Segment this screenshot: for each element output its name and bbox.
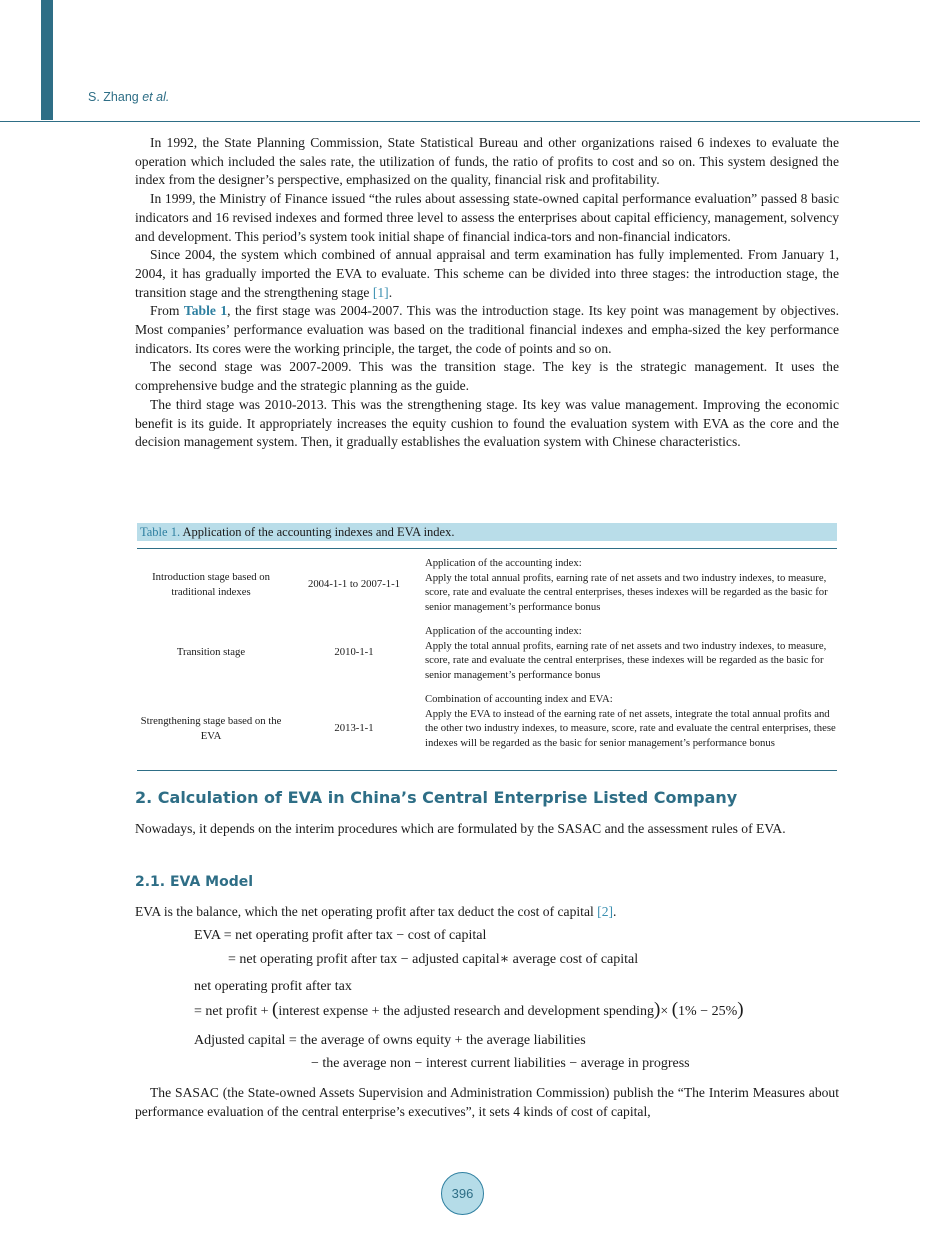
- citation-2[interactable]: [2]: [597, 904, 614, 919]
- table-cell-application-text: Apply the EVA to instead of the earning rate of net assets, integrate the total annual profits and the other two industry indexes, to measure, score, rate and evaluate the central enterprises, these indexes will be regarded as the basic for senior management’s performance bonus: [425, 707, 836, 749]
- table-cell-stage: Transition stage: [176, 646, 246, 658]
- equation-nopat-open-paren-2: (: [671, 999, 679, 1020]
- eva-definition: [135, 903, 839, 922]
- running-header: [88, 90, 169, 104]
- paragraph-second-stage: The second stage was 2007-2009. This was the transition stage. The key is the strategic management. It uses the comprehensive budge and the strategic planning as the guide.: [135, 359, 839, 394]
- table-cell-date: 2013-1-1: [334, 722, 374, 734]
- paragraph-2004-text: Since 2004, the system which combined of annual appraisal and term examination has fully implemented. From January 1, 2004, it has gradually imported the EVA to evaluate. This scheme can be divided into three stages: the introduction stage, the transition stage and the strengthening stage: [135, 247, 839, 300]
- paragraph-2004: Since 2004, the system which combined of annual appraisal and term examination has fully implemented. From January 1, 2004, it has gradually imported the EVA to evaluate. This scheme can be divided into three stages: the introduction stage, the transition stage and the strengthening stage [1].: [135, 247, 839, 300]
- table-cell-date: 2010-1-1: [334, 646, 374, 658]
- table-caption-text: Application of the accounting indexes and EVA index.: [182, 525, 455, 539]
- table-cell-application-title: Combination of accounting index and EVA:: [425, 693, 613, 705]
- table-cell-date: 2004-1-1 to 2007-1-1: [307, 578, 401, 590]
- table-caption-label: Table 1.: [140, 525, 181, 539]
- section-2-intro: Nowadays, it depends on the interim procedures which are formulated by the SASAC and the assessment rules of EVA.: [135, 821, 786, 836]
- equation-eva-line-1: EVA = net operating profit after tax − cost of capital: [194, 928, 487, 943]
- paragraph-first-stage-pre: From: [150, 303, 180, 319]
- header-et-al: et al.: [142, 90, 170, 104]
- equation-nopat-close-paren: ): [653, 999, 661, 1020]
- equation-nopat-part-b: interest expense + the adjusted research and development spending: [278, 1004, 654, 1019]
- eva-definition-end: .: [613, 904, 617, 919]
- table-cell-application: [425, 556, 837, 614]
- table-top-rule: [137, 548, 837, 549]
- table-1-link[interactable]: Table 1: [183, 303, 228, 319]
- intro-paragraphs: [135, 134, 839, 452]
- section-2-heading: 2. Calculation of EVA in China’s Central Enterprise Listed Company: [135, 788, 738, 807]
- closing-paragraph-text: The SASAC (the State-owned Assets Supervision and Administration Commission) publish the “The Interim Measures about performance evaluation of the central enterprise’s executives”, it sets 4 kinds of cost of capital,: [135, 1085, 839, 1119]
- table-bottom-rule: [137, 770, 837, 771]
- header-author-name: S. Zhang: [88, 90, 139, 104]
- eva-definition-text: EVA is the balance, which the net operating profit after tax deduct the cost of capital: [135, 904, 594, 919]
- paragraph-1999: In 1999, the Ministry of Finance issued “the rules about assessing state-owned capital performance evaluation” passed 8 basic indicators and 16 revised indexes and formed three level to assess the enterprises about capital efficiency, management, solvency and development. This period’s system took initial shape of financial indica-tors and non-financial indicators.: [135, 191, 839, 244]
- subsection-2-1-heading: 2.1. EVA Model: [135, 874, 254, 890]
- equation-nopat-close-paren-2: ): [737, 999, 744, 1020]
- table-cell-stage: Introduction stage based on traditional indexes: [152, 571, 270, 598]
- page-number: 396: [441, 1172, 484, 1215]
- table-cell-application-title: Application of the accounting index:: [425, 557, 582, 569]
- paragraph-first-stage-text: , the first stage was 2004-2007. This was the introduction stage. Its key point was management by objectives. Most companies’ performance evaluation was based on the traditional financial indexes and empha-sized the key performance indicators. Its cores were the working principle, the target, the code of points and so on.: [135, 303, 839, 356]
- header-accent-bar: [41, 0, 53, 120]
- table-cell-application-text: Apply the total annual profits, earning rate of net assets and two industry indexes, to measure, score, rate and evaluate the central enterprises, theses indexes will be regarded as the basic for senior management’s performance bonus: [425, 571, 828, 613]
- table-cell-application: [425, 624, 837, 682]
- equation-eva-line-2: = net operating profit after tax − adjusted capital∗ average cost of capital: [228, 952, 639, 967]
- citation-1[interactable]: [1]: [372, 284, 389, 300]
- paragraph-third-stage: The third stage was 2010-2013. This was the strengthening stage. Its key was value management. Improving the economic benefit is its guide. It appropriately increases the equity cushion to found the evaluation system with EVA as the core and the decision management system. Then, it gradually establishes the evaluation system with Chinese characteristics.: [135, 396, 839, 450]
- header-rule: [0, 121, 920, 122]
- equation-nopat-part-a: = net profit +: [194, 1004, 272, 1019]
- paragraph-1992: In 1992, the State Planning Commission, State Statistical Bureau and other organizations raised 6 indexes to evaluate the operation which included the sales rate, the utilization of funds, the ratio of profits to cost and so on. This system designed the index from the designer’s perspective, emphasized on the quality, financial risk and profitability.: [135, 135, 839, 188]
- equation-nopat: [194, 999, 744, 1020]
- table-cell-stage: Strengthening stage based on the EVA: [140, 715, 282, 742]
- table-cell-application-text: Apply the total annual profits, earning rate of net assets and two industry indexes, to measure, score, rate and evaluate the central enterprises, these indexes will be regarded as the basic for senior management’s performance bonus: [425, 639, 827, 681]
- table-cell-application-title: Application of the accounting index:: [425, 625, 582, 637]
- table-cell-application: [425, 692, 837, 750]
- table-caption: [137, 523, 837, 541]
- closing-paragraph: [135, 1084, 839, 1121]
- equation-nopat-part-c: ×: [660, 1004, 672, 1019]
- equation-nopat-part-d: 1% − 25%: [678, 1004, 738, 1019]
- equation-adjusted-capital-line-1: Adjusted capital = the average of owns equity + the average liabilities: [194, 1033, 586, 1048]
- equation-adjusted-capital-line-2: − the average non − interest current liabilities − average in progress: [311, 1056, 690, 1071]
- equation-nopat-label: net operating profit after tax: [194, 979, 352, 994]
- equation-nopat-open-paren: (: [272, 999, 279, 1020]
- paragraph-first-stage: [135, 302, 839, 358]
